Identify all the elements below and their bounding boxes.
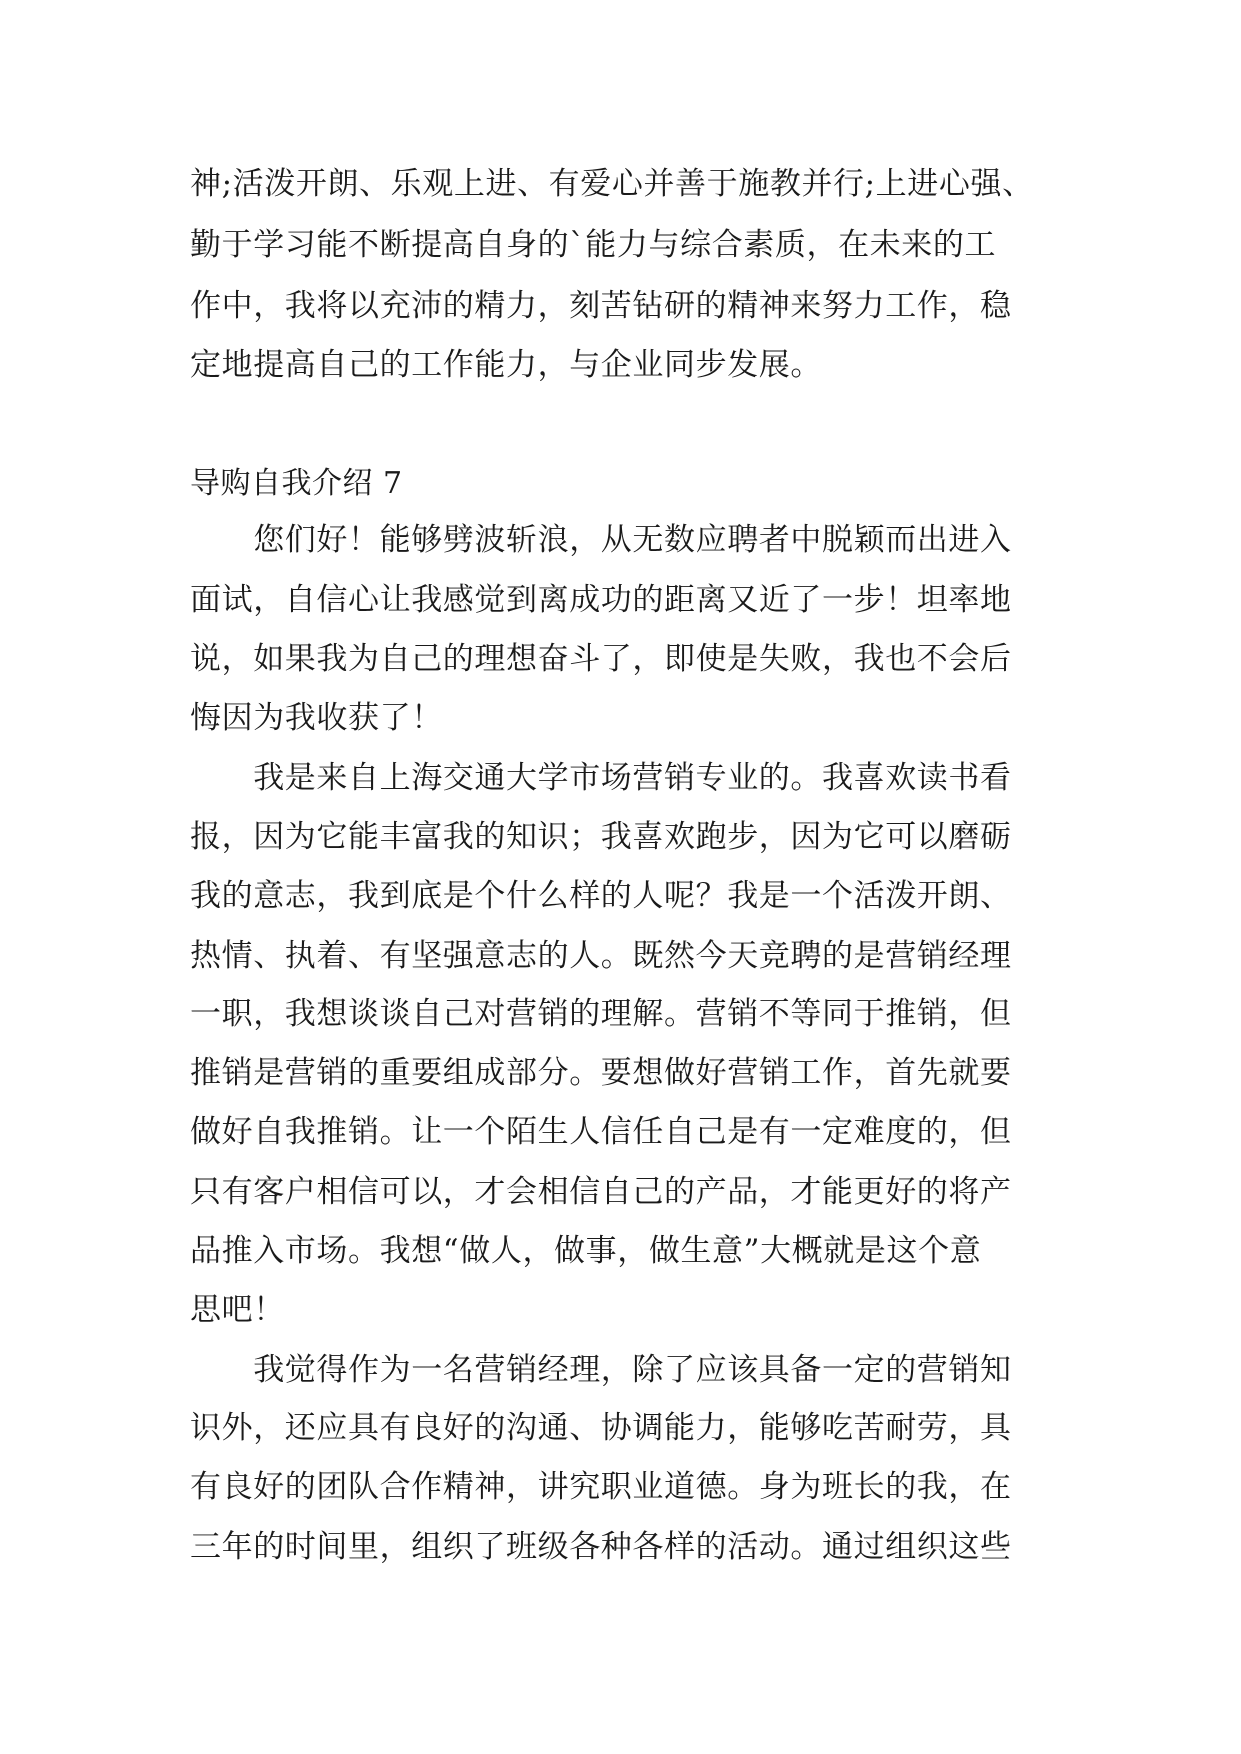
text-line: 做好自我推销。让一个陌生人信任自己是有一定难度的，但 — [190, 1114, 1012, 1150]
text-line: 识外，还应具有良好的沟通、协调能力，能够吃苦耐劳，具 — [190, 1410, 1012, 1446]
text-line: 作中，我将以充沛的精力，刻苦钻研的精神来努力工作，稳 — [190, 288, 1012, 324]
text-line: 面试，自信心让我感觉到离成功的距离又近了一步！坦率地 — [190, 582, 1012, 618]
text-line: 只有客户相信可以，才会相信自己的产品，才能更好的将产 — [190, 1174, 1012, 1210]
section-heading: 导购自我介绍 7 — [190, 466, 403, 501]
text-line: 我的意志，我到底是个什么样的人呢？我是一个活泼开朗、 — [190, 878, 1012, 914]
text-line: 热情、执着、有坚强意志的人。既然今天竞聘的是营销经理 — [190, 938, 1012, 974]
text-line: 思吧！ — [190, 1292, 285, 1328]
text-line: 报，因为它能丰富我的知识；我喜欢跑步，因为它可以磨砺 — [190, 819, 1012, 855]
text-line: 三年的时间里，组织了班级各种各样的活动。通过组织这些 — [190, 1529, 1012, 1565]
text-line: 我觉得作为一名营销经理，除了应该具备一定的营销知 — [190, 1352, 1012, 1388]
text-line: 神;活泼开朗、乐观上进、有爱心并善于施教并行;上进心强、 — [190, 166, 1034, 202]
text-line: 您们好！能够劈波斩浪，从无数应聘者中脱颖而出进入 — [190, 522, 1012, 558]
text-line: 说，如果我为自己的理想奋斗了，即使是失败，我也不会后 — [190, 641, 1012, 677]
text-line: 悔因为我收获了！ — [190, 700, 443, 736]
text-line: 定地提高自己的工作能力，与企业同步发展。 — [190, 347, 822, 383]
text-line: 品推入市场。我想“做人，做事，做生意”大概就是这个意 — [190, 1233, 982, 1269]
text-line: 有良好的团队合作精神，讲究职业道德。身为班长的我，在 — [190, 1469, 1012, 1505]
text-line: 我是来自上海交通大学市场营销专业的。我喜欢读书看 — [190, 760, 1012, 796]
text-line: 一职，我想谈谈自己对营销的理解。营销不等同于推销，但 — [190, 996, 1012, 1032]
text-line: 推销是营销的重要组成部分。要想做好营销工作，首先就要 — [190, 1055, 1012, 1091]
text-line: 勤于学习能不断提高自身的`能力与综合素质，在未来的工 — [190, 227, 997, 263]
